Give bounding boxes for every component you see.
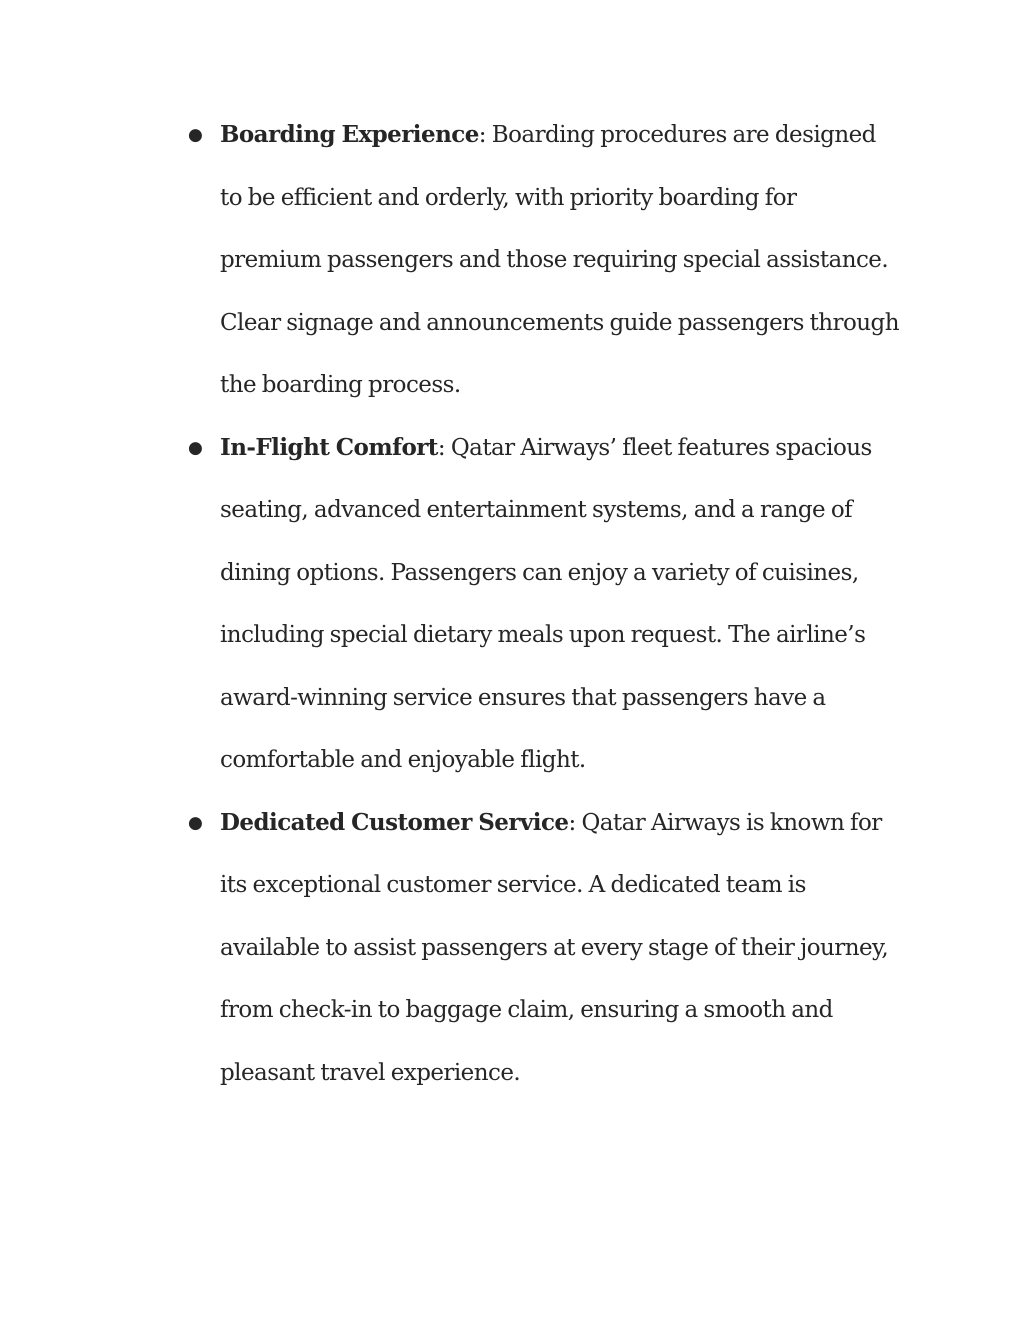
bullet-list (188, 104, 918, 1104)
bullet-icon: ● (188, 812, 203, 833)
list-item-dedicated-customer-service (188, 792, 918, 1105)
text-line (220, 104, 918, 167)
bullet-description: : Boarding procedures are designed (478, 122, 876, 148)
bullet-description: : Qatar Airways is known for (568, 809, 882, 836)
list-item-in-flight-comfort (188, 417, 918, 792)
text-line: available to assist passengers at every stage of their journey, (220, 934, 889, 961)
text-line: premium passengers and those requiring special assistance. (220, 247, 889, 273)
text-line (220, 417, 918, 480)
list-item-text (220, 104, 918, 417)
text-line: including special dietary meals upon request. The airline’s (220, 622, 866, 648)
text-line: its exceptional customer service. A dedicated team is (220, 872, 806, 898)
bullet-icon: ● (188, 125, 203, 145)
text-line: to be efficient and orderly, with priority boarding for (220, 184, 797, 211)
text-line: comfortable and enjoyable flight. (220, 747, 586, 773)
text-line: the boarding process. (220, 372, 461, 398)
text-line: Clear signage and announcements guide passengers through (220, 309, 899, 336)
text-line: dining options. Passengers can enjoy a variety of cuisines, (220, 559, 859, 586)
list-item-text (220, 792, 918, 1105)
list-item-boarding-experience (188, 104, 918, 417)
text-line: seating, advanced entertainment systems, and a range of (220, 497, 853, 523)
bullet-icon: ● (188, 437, 203, 458)
text-line (220, 792, 918, 855)
text-line: pleasant travel experience. (220, 1059, 521, 1086)
bullet-term: Dedicated Customer Service (220, 808, 569, 836)
list-item-text (220, 417, 918, 792)
bullet-term: In-Flight Comfort (220, 433, 438, 461)
bullet-term: Boarding Experience (220, 121, 479, 148)
text-line: award-winning service ensures that passengers have a (220, 684, 826, 711)
bullet-description: : Qatar Airways’ fleet features spacious (437, 434, 872, 461)
text-line: from check-in to baggage claim, ensuring a smooth and (220, 997, 833, 1023)
